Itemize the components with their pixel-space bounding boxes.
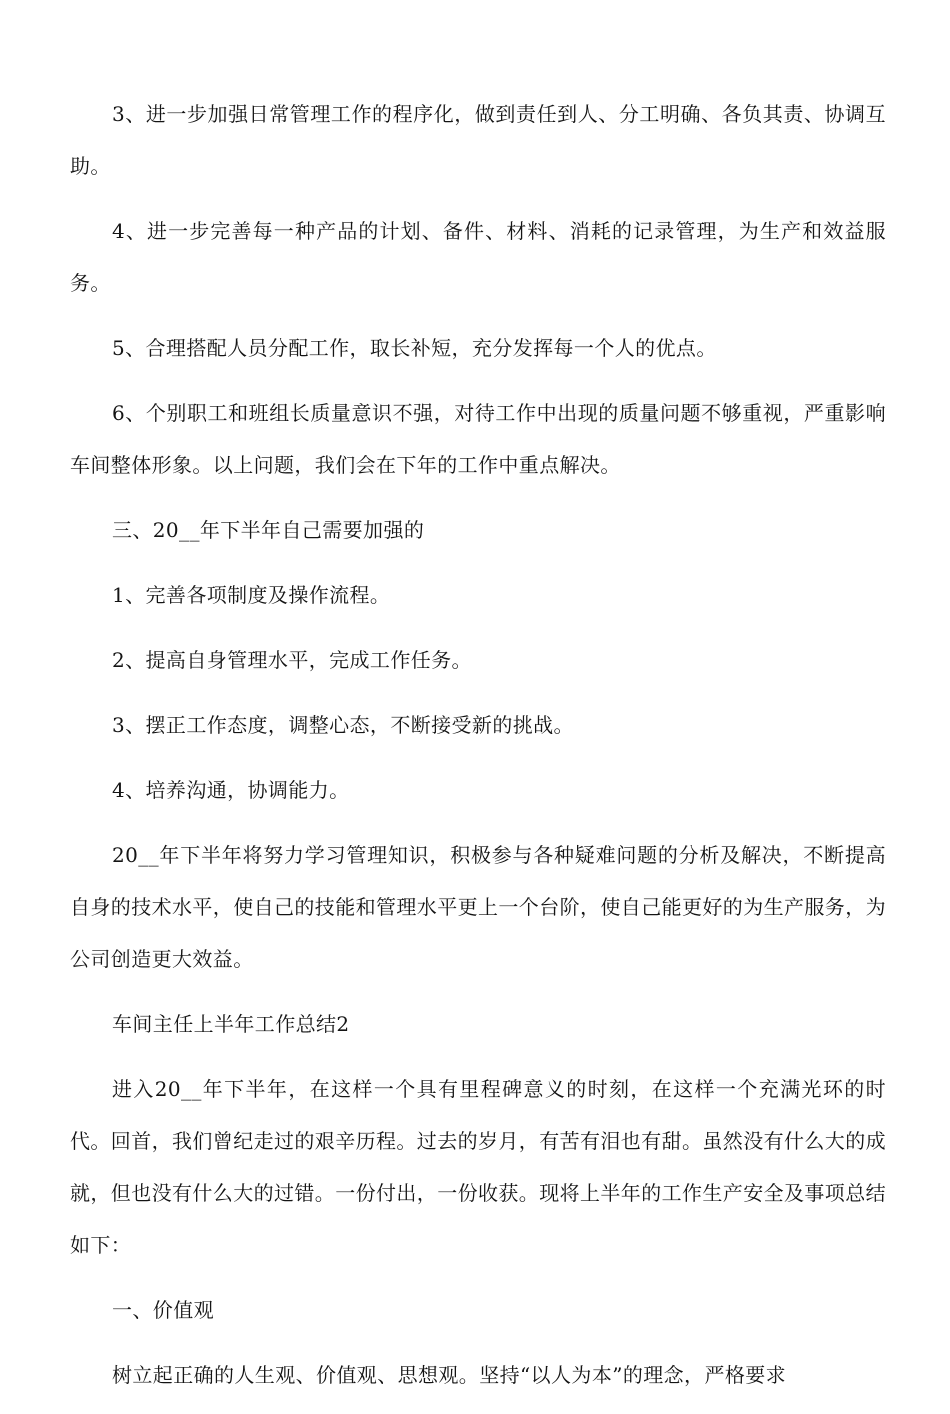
paragraph-intro: 进入20__年下半年，在这样一个具有里程碑意义的时刻，在这样一个充满光环的时代。回首，我们曾纪走过的艰辛历程。过去的岁月，有苦有泪也有甜。虽然没有什么大的成就，但也没有什么大的过错。一份付出，一份收获。现将上半年的工作生产安全及事项总结如下： bbox=[70, 1077, 886, 1257]
paragraph-improve-4: 4、培养沟通，协调能力。 bbox=[112, 778, 350, 802]
paragraph-item-5-staffing: 5、合理搭配人员分配工作，取长补短，充分发挥每一个人的优点。 bbox=[112, 336, 717, 360]
paragraph-plan: 20__年下半年将努力学习管理知识，积极参与各种疑难问题的分析及解决，不断提高自身的技术水平，使自己的技能和管理水平更上一个台阶，使自己能更好的为生产服务，为公司创造更大效益。 bbox=[70, 843, 886, 971]
section-heading-values: 一、价值观 bbox=[112, 1298, 214, 1322]
document-subtitle: 车间主任上半年工作总结2 bbox=[112, 1012, 350, 1036]
paragraph-improve-1: 1、完善各项制度及操作流程。 bbox=[112, 583, 391, 607]
section-heading-improvements: 三、20__年下半年自己需要加强的 bbox=[112, 518, 425, 542]
paragraph-item-3-procedure: 3、进一步加强日常管理工作的程序化，做到责任到人、分工明确、各负其责、协调互助。 bbox=[70, 102, 886, 178]
paragraph-item-6-quality: 6、个别职工和班组长质量意识不强，对待工作中出现的质量问题不够重视，严重影响车间整体形象。以上问题，我们会在下年的工作中重点解决。 bbox=[70, 401, 886, 477]
document-body bbox=[70, 88, 886, 1414]
paragraph-improve-3: 3、摆正工作态度，调整心态，不断接受新的挑战。 bbox=[112, 713, 574, 737]
paragraph-improve-2: 2、提高自身管理水平，完成工作任务。 bbox=[112, 648, 472, 672]
paragraph-values: 树立起正确的人生观、价值观、思想观。坚持“以人为本”的理念，严格要求 bbox=[112, 1363, 787, 1387]
paragraph-item-4-records: 4、进一步完善每一种产品的计划、备件、材料、消耗的记录管理，为生产和效益服务。 bbox=[70, 219, 886, 295]
